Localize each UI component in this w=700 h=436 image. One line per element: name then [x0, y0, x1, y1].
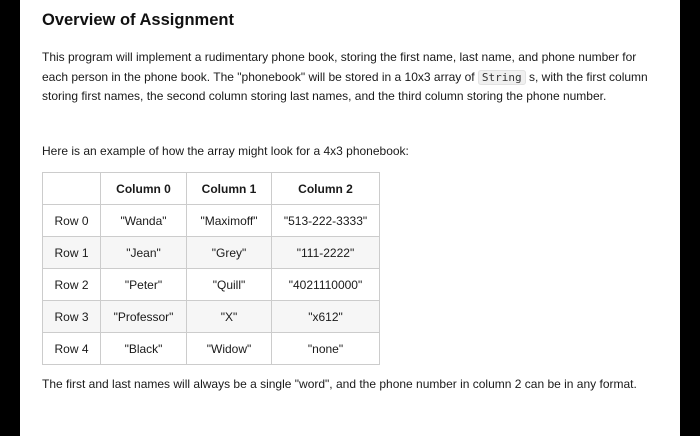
row-label: Row 1	[43, 237, 101, 269]
table-row	[43, 205, 380, 237]
table-row	[43, 269, 380, 301]
table-corner-cell	[43, 173, 101, 205]
string-code-snippet: String	[478, 70, 526, 85]
assignment-document	[20, 0, 680, 436]
column-header: Column 1	[187, 173, 272, 205]
table-cell: "Widow"	[187, 333, 272, 365]
table-cell: "Grey"	[187, 237, 272, 269]
phonebook-example-table	[42, 172, 380, 365]
table-cell: "Peter"	[101, 269, 187, 301]
intro-text-end: s, with the first column storing first names, the second column storing last names, and the third column storing the phone number.	[42, 69, 648, 103]
intro-text-start: This program will implement a rudimentary phone book, storing the first name, last name, and phone number for each person in the phone book. The "phonebook" will be stored in a 10x3 array of	[42, 50, 637, 84]
table-cell: "Wanda"	[101, 205, 187, 237]
table-cell: "X"	[187, 301, 272, 333]
table-cell: "Quill"	[187, 269, 272, 301]
row-label: Row 4	[43, 333, 101, 365]
table-cell: "none"	[272, 333, 380, 365]
row-label: Row 3	[43, 301, 101, 333]
table-header-row	[43, 173, 380, 205]
column-header: Column 2	[272, 173, 380, 205]
row-label: Row 2	[43, 269, 101, 301]
table-cell: "x612"	[272, 301, 380, 333]
intro-paragraph	[42, 48, 662, 107]
table-cell: "Professor"	[101, 301, 187, 333]
table-cell: "Jean"	[101, 237, 187, 269]
column-header: Column 0	[101, 173, 187, 205]
table-cell: "Black"	[101, 333, 187, 365]
table-row	[43, 301, 380, 333]
table-row	[43, 237, 380, 269]
table-cell: "Maximoff"	[187, 205, 272, 237]
table-cell: "111-2222"	[272, 237, 380, 269]
table-cell: "4021110000"	[272, 269, 380, 301]
table-cell: "513-222-3333"	[272, 205, 380, 237]
table-row	[43, 333, 380, 365]
row-label: Row 0	[43, 205, 101, 237]
closing-paragraph: The first and last names will always be a single "word", and the phone number in column 2 can be in any format.	[42, 377, 637, 391]
page-title: Overview of Assignment	[42, 11, 234, 29]
example-intro-paragraph: Here is an example of how the array might look for a 4x3 phonebook:	[42, 144, 409, 158]
